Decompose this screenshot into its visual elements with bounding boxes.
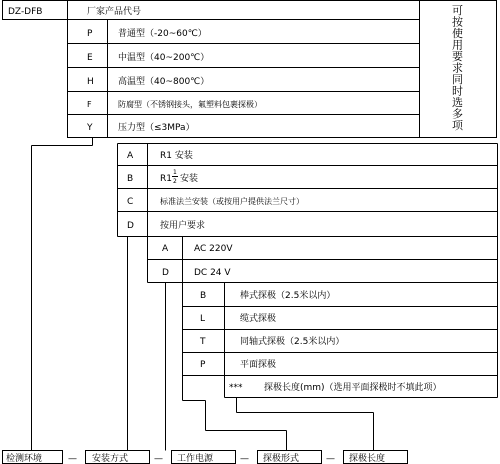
type-desc-h: 高温型（40~800℃） bbox=[118, 77, 210, 87]
mount-code-a: A bbox=[127, 151, 134, 161]
separator-4: — bbox=[326, 454, 335, 464]
power-desc-a: AC 220V bbox=[194, 244, 233, 254]
bottom-labels bbox=[3, 451, 408, 464]
separator-3: — bbox=[240, 454, 249, 464]
mount-code-d: D bbox=[127, 221, 134, 231]
power-code-d: D bbox=[162, 268, 169, 278]
probe-code-p: P bbox=[200, 360, 206, 370]
side-note-char: 要 bbox=[452, 50, 463, 63]
side-note-char: 按 bbox=[452, 15, 463, 29]
label-probe-form: 探极形式 bbox=[263, 454, 300, 464]
side-note-char: 选 bbox=[452, 96, 463, 109]
power-table bbox=[148, 237, 498, 283]
type-code-y: Y bbox=[87, 123, 93, 133]
mount-desc-b-suffix: 安装 bbox=[180, 174, 199, 184]
separator-1: — bbox=[68, 454, 77, 464]
type-table bbox=[68, 20, 420, 138]
side-note-char: 求 bbox=[452, 61, 463, 75]
type-code-p: P bbox=[87, 29, 93, 39]
mount-code-c: C bbox=[127, 197, 134, 207]
side-note-char: 同 bbox=[452, 73, 463, 86]
type-desc-y: 压力型（≤3MPa） bbox=[118, 123, 195, 133]
mount-desc-b-prefix: R1 bbox=[160, 174, 172, 184]
mount-code-b: B bbox=[127, 174, 134, 184]
side-note-char: 使 bbox=[452, 27, 463, 40]
side-note-char: 多 bbox=[452, 107, 463, 121]
side-note-char: 时 bbox=[452, 84, 463, 98]
label-mounting: 安装方式 bbox=[92, 454, 129, 464]
probe-length-row bbox=[225, 376, 498, 398]
type-desc-f: 防腐型（不锈钢接头，氟塑料包裹探极） bbox=[118, 100, 262, 109]
side-note bbox=[452, 4, 464, 132]
model-code: DZ-DFB bbox=[8, 7, 43, 17]
side-note-char: 可 bbox=[452, 4, 463, 17]
probe-desc-p: 平面探极 bbox=[240, 360, 277, 370]
mount-desc-b-frac-num: 1 bbox=[173, 169, 177, 176]
type-desc-e: 中温型（40~200℃） bbox=[118, 53, 210, 63]
probe-length-code: *** bbox=[229, 383, 243, 393]
side-note-char: 项 bbox=[452, 119, 463, 132]
power-code-a: A bbox=[162, 244, 169, 254]
side-note-char: 用 bbox=[452, 38, 463, 52]
probe-desc-b: 棒式探极（2.5米以内） bbox=[240, 291, 336, 301]
type-desc-p: 普通型（-20~60℃） bbox=[118, 29, 207, 39]
type-code-f: F bbox=[87, 100, 92, 109]
probe-length-desc: 探极长度(mm)（选用平面探极时不填此项） bbox=[264, 383, 442, 393]
type-code-h: H bbox=[87, 77, 94, 87]
probe-desc-t: 同轴式探极（2.5米以内） bbox=[240, 337, 345, 347]
probe-form-table bbox=[183, 283, 498, 376]
mount-desc-a: R1 安装 bbox=[160, 151, 193, 161]
probe-code-l: L bbox=[200, 314, 206, 324]
mounting-table bbox=[118, 144, 498, 237]
mount-desc-b-frac-den: 2 bbox=[173, 178, 177, 185]
separator-2: — bbox=[154, 454, 163, 464]
label-environment: 检测环境 bbox=[6, 454, 43, 464]
probe-code-t: T bbox=[200, 337, 206, 347]
mount-desc-d: 按用户要求 bbox=[160, 221, 206, 231]
probe-code-b: B bbox=[200, 291, 207, 301]
power-desc-d: DC 24 V bbox=[194, 268, 231, 278]
probe-desc-l: 缆式探极 bbox=[240, 314, 277, 324]
label-probe-length: 探极长度 bbox=[349, 454, 386, 464]
label-power: 工作电源 bbox=[177, 454, 214, 464]
mount-desc-c: 标准法兰安装（或按用户提供法兰尺寸） bbox=[160, 197, 304, 206]
type-code-e: E bbox=[87, 53, 93, 63]
header-label: 厂家产品代号 bbox=[87, 7, 142, 17]
model-header-row bbox=[3, 1, 420, 20]
